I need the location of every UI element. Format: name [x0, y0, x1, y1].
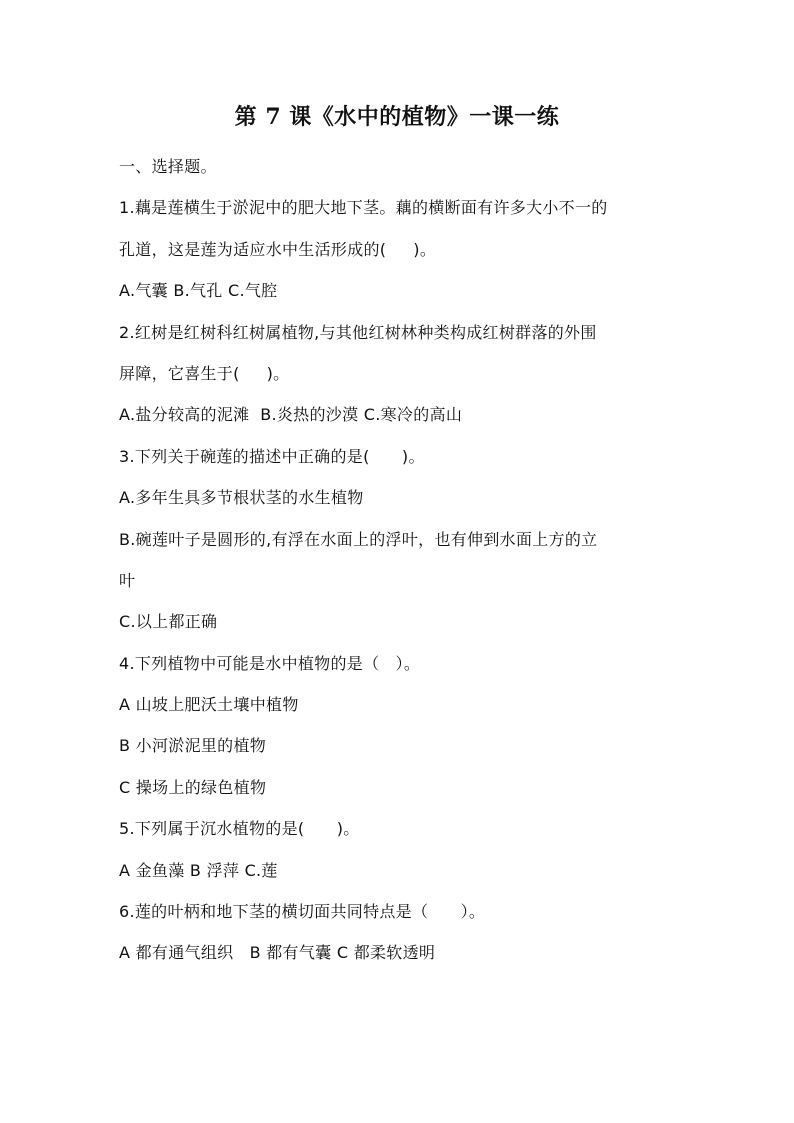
question-3-option-b-line-2: 叶 [119, 570, 136, 590]
question-2-stem-line-2: 屏障，它喜生于( )。 [119, 363, 290, 383]
question-3-option-a: A.多年生具多节根状茎的水生植物 [119, 488, 364, 508]
section-heading: 一、选择题。 [119, 157, 217, 176]
question-1-stem-line-2: 孔道，这是莲为适应水中生活形成的( )。 [119, 239, 437, 259]
question-4-option-c: C 操场上的绿色植物 [119, 777, 267, 797]
question-3-option-c: C.以上都正确 [119, 612, 218, 632]
question-5-options: A 金鱼藻 B 浮萍 C.莲 [119, 860, 278, 880]
question-6-options: A 都有通气组织 B 都有气囊 C 都柔软透明 [119, 943, 436, 963]
page-title: 第 7 课《水中的植物》一课一练 [234, 104, 560, 130]
question-4-stem: 4.下列植物中可能是水中植物的是（ ）。 [119, 653, 421, 673]
question-4-option-a: A 山坡上肥沃土壤中植物 [119, 695, 299, 715]
question-4-option-b: B 小河淤泥里的植物 [119, 736, 267, 756]
question-1-stem-line-1: 1.藕是莲横生于淤泥中的肥大地下茎。藕的横断面有许多大小不一的 [119, 198, 608, 218]
question-2-stem-line-1: 2.红树是红树科红树属植物,与其他红树林种类构成红树群落的外围 [119, 322, 597, 342]
question-6-stem: 6.莲的叶柄和地下茎的横切面共同特点是（ ）。 [119, 902, 486, 922]
question-3-stem: 3.下列关于碗莲的描述中正确的是( )。 [119, 446, 425, 466]
question-2-options: A.盐分较高的泥滩 B.炎热的沙漠 C.寒冷的高山 [119, 405, 463, 425]
question-5-stem: 5.下列属于沉水植物的是( )。 [119, 819, 360, 839]
question-list [119, 146, 684, 974]
question-3-option-b-line-1: B.碗莲叶子是圆形的,有浮在水面上的浮叶，也有伸到水面上方的立 [119, 529, 598, 549]
question-1-options: A.气囊 B.气孔 C.气腔 [119, 281, 278, 301]
